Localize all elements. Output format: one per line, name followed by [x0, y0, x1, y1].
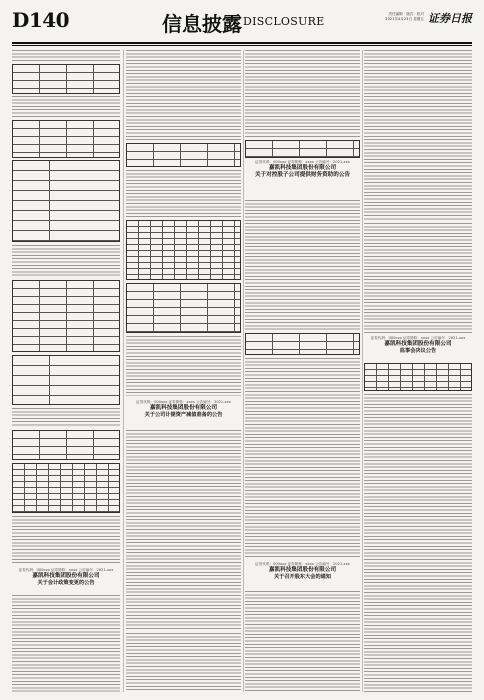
column-divider	[123, 50, 124, 692]
announcement-title: 关于会计政策变更的公告	[37, 580, 95, 586]
announcement-title: 关于公司计提资产减值准备的公告	[144, 412, 223, 418]
column-3	[245, 50, 360, 692]
section-subtitle: DISCLOSURE	[243, 15, 325, 28]
masthead-meta-line2: 2021年4月23日 星期五	[385, 17, 424, 21]
column-4	[364, 50, 472, 692]
text-block	[364, 394, 472, 692]
announcement-code-line: 证券代码：000xxx 证券简称：xxxx 公告编号：2021-xxx	[255, 562, 350, 566]
announcement-code-line: 证券代码：000xxx 证券简称：xxxx 公告编号：2021-xxx	[255, 160, 350, 164]
text-block	[126, 170, 241, 218]
text-block	[245, 591, 360, 692]
table-block	[12, 280, 120, 352]
table-block	[245, 333, 360, 355]
text-block	[364, 50, 472, 220]
header-rule-thin	[12, 45, 472, 46]
announcement-code-line: 证券代码：000xxx 证券简称：xxxx 公告编号：2021-xxx	[18, 568, 114, 572]
text-block	[12, 245, 120, 277]
table-block	[126, 143, 241, 167]
text-block	[126, 430, 241, 630]
masthead	[12, 8, 472, 42]
announcement-title: 关于对控股子公司提供财务资助的公告	[254, 172, 351, 178]
text-block	[12, 516, 120, 564]
text-block	[12, 50, 120, 62]
announcement-header	[126, 400, 241, 426]
announcement-header	[245, 562, 360, 588]
text-block	[126, 633, 241, 692]
announcement-header	[12, 568, 120, 592]
announcement-header	[245, 160, 360, 196]
text-block	[12, 408, 120, 428]
table-block	[12, 430, 120, 460]
table-block	[12, 463, 120, 513]
announcement-company: 嘉凯科技集团股份有限公司	[149, 405, 218, 411]
column-2	[126, 50, 241, 692]
text-block	[12, 96, 120, 118]
text-block	[126, 336, 241, 396]
announcement-title: 监事会决议公告	[399, 348, 437, 354]
column-divider	[362, 50, 363, 692]
announcement-company: 嘉凯科技集团股份有限公司	[32, 573, 100, 579]
masthead-meta-line1: 责任编辑 · 版式 · 校对	[388, 12, 424, 16]
paper-logo: 证券日报	[428, 12, 472, 25]
table-block	[126, 283, 241, 333]
table-block	[245, 140, 360, 158]
text-block	[245, 50, 360, 138]
table-block	[126, 220, 241, 280]
text-block	[364, 223, 472, 333]
text-block	[245, 358, 360, 558]
column-divider	[243, 50, 244, 692]
announcement-company: 嘉凯科技集团股份有限公司	[384, 341, 452, 347]
section-title: 信息披露	[162, 12, 242, 36]
table-block	[364, 363, 472, 391]
column-1	[12, 50, 120, 692]
page-number: D140	[12, 8, 70, 32]
table-block	[12, 120, 120, 158]
announcement-code-line: 证券代码：000xxx 证券简称：xxxx 公告编号：2021-xxx	[136, 400, 231, 404]
announcement-code-line: 证券代码：000xxx 证券简称：xxxx 公告编号：2021-xxx	[370, 336, 466, 340]
text-block	[126, 50, 241, 140]
masthead-meta	[385, 12, 424, 22]
table-block	[12, 160, 120, 242]
table-block	[12, 64, 120, 94]
header-rule	[12, 42, 472, 44]
text-block	[12, 595, 120, 692]
text-block	[245, 200, 360, 330]
announcement-header	[364, 336, 472, 360]
table-block	[12, 355, 120, 405]
announcement-title: 关于召开股东大会的通知	[273, 574, 332, 580]
announcement-company: 嘉凯科技集团股份有限公司	[268, 165, 337, 171]
announcement-company: 嘉凯科技集团股份有限公司	[268, 567, 337, 573]
